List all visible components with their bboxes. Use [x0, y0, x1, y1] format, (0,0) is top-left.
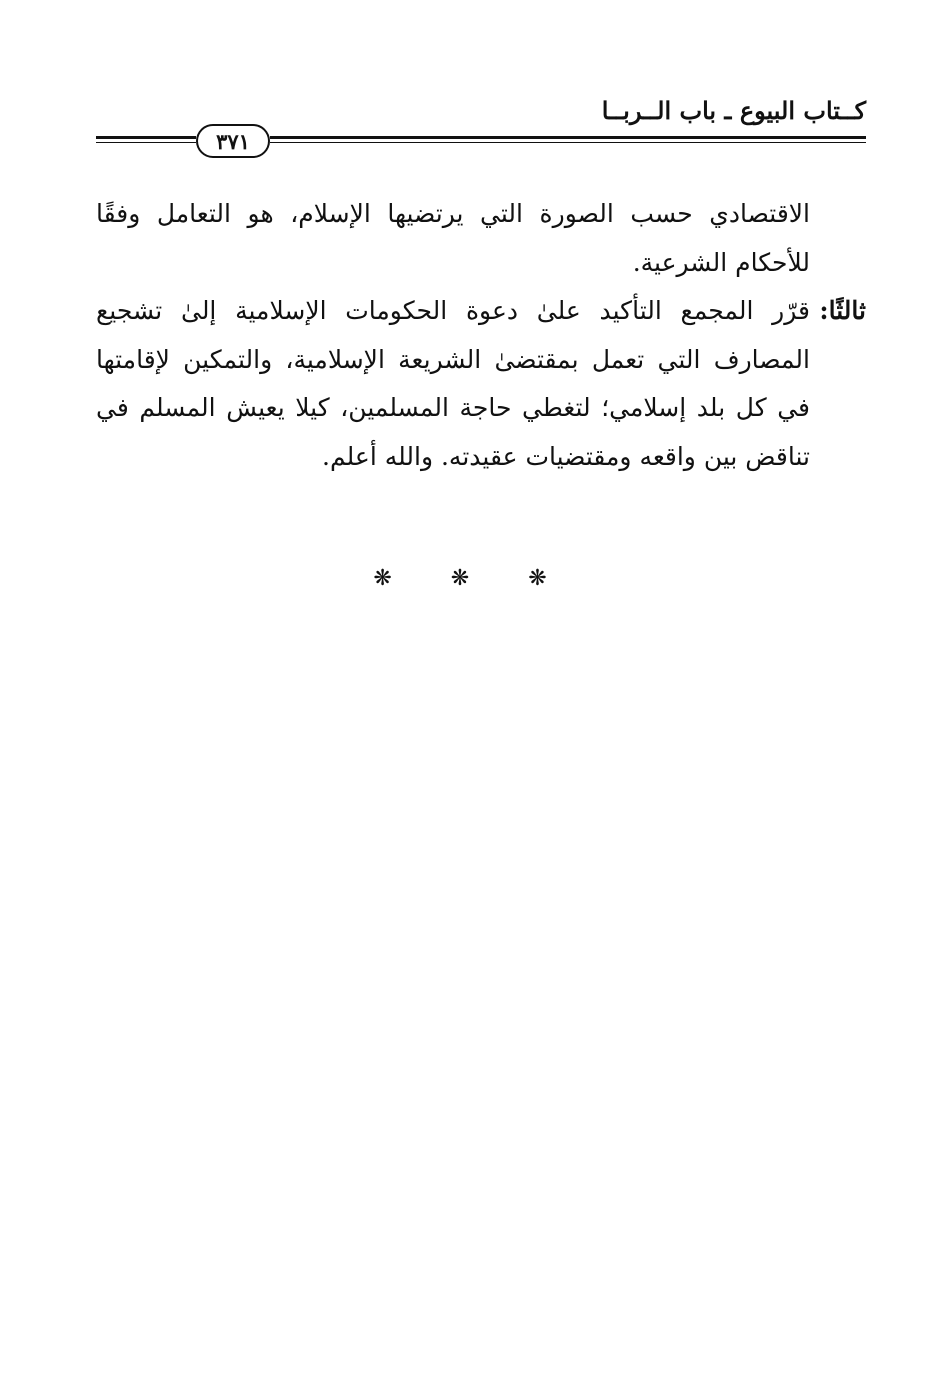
item-text: قرّر المجمع التأكيد علىٰ دعوة الحكومات الإسلامية إلىٰ تشجيع المصارف التي تعمل بمقتضىٰ الشريعة الإسلامية، والتمكين لإقامتها في كل بلد إسلامي؛ لتغطي حاجة المسلمين، كيلا يعيش المسلم في تناقض بين واقعه ومقتضيات عقيدته. والله أعلم. [96, 296, 810, 471]
body-text [96, 190, 866, 481]
header-rule-right [270, 134, 866, 146]
page-number [196, 124, 270, 158]
item-label: ثالثًا: [819, 296, 866, 325]
page-number-label: ٣٧١ [216, 128, 250, 154]
section-end-ornament: ❋ ❋ ❋ [373, 566, 573, 591]
running-header-title: كــتاب البيوع ـ باب الــربــا [601, 96, 866, 125]
numbered-item-third [96, 287, 866, 481]
paragraph-continued: الاقتصادي حسب الصورة التي يرتضيها الإسلام، هو التعامل وفقًا للأحكام الشرعية. [96, 199, 810, 277]
header-rule-left [96, 134, 196, 146]
